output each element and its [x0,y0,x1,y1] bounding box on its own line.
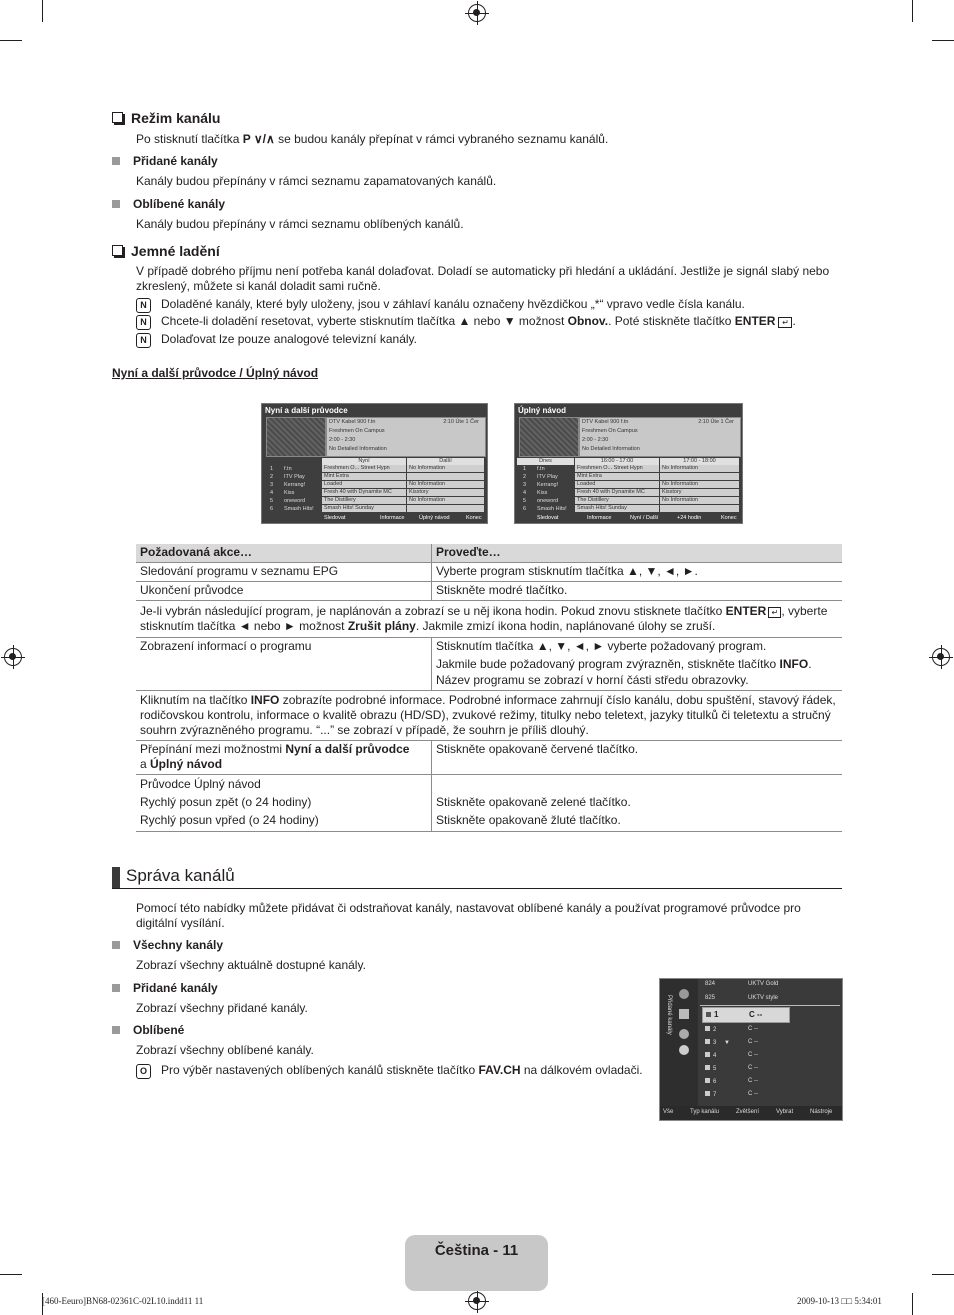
channel-item[interactable]: 2 [705,1026,716,1033]
tv-icon [705,1078,710,1083]
program-next[interactable]: Kisstory [407,489,484,496]
paragraph: V případě dobrého příjmu není potřeba kanál dolaďovat. Doladí se automaticky při hledání a ukládání. Jestliže je signál slabý nebo [136,264,830,278]
square-bullet-icon [112,984,120,992]
clock-icon [679,1045,689,1055]
bullet-text: Kanály budou přepínány v rámci seznamu zapamatovaných kanálů. [136,174,497,188]
note-icon: O [136,1064,151,1079]
crop-mark [912,1293,913,1315]
channel-name: C -- [748,1052,758,1058]
table-row: Průvodce Úplný návod Rychlý posun zpět (o 24 hodiny) Rychlý posun vpřed (o 24 hodiny) Stiskněte opakovaně zelené tlačítko. Stiskněte opakovaně žluté tlačítko. [136,775,842,832]
preview-image [266,417,326,457]
crop-mark [912,0,913,22]
registration-mark-icon [468,4,486,22]
bullet-pridane-kanaly: Přidané kanály [112,154,218,168]
program-slot-b[interactable]: No Information [660,481,739,488]
note: N Dolaďovat lze pouze analogové televizní kanály. [136,332,417,348]
action-table [136,544,842,832]
channel-list-footer [660,1106,842,1120]
paragraph: digitální vysílání. [136,916,225,930]
channel-name: Kerrang! [537,482,559,488]
footer-now-next[interactable]: Nyní / Další [630,515,659,521]
channel-item[interactable]: 5 [705,1065,716,1072]
channel-name: C -- [748,1026,758,1032]
footer-zoom[interactable]: Zvětšení [736,1109,760,1115]
table-row: Ukončení průvodce Stiskněte modré tlačítko. [136,582,842,601]
table-row: Kliknutím na tlačítko INFO zobrazíte podrobné informace. Podrobné informace zahrnují číslo kanálu, dobu spuštění, stavový řádek, rodičovskou kontrolu, informace o kvalitě obrazu (HD/SD), zvukové režimy, titulky nebo teletext, jazyky titulků či teletextu a stručný souhrn zvýrazněného programu. “...” se zobrazí v případě, že souhrn je příliš dlouhý. [136,691,842,741]
square-bullet-icon [112,1026,120,1034]
channel-list-osd [659,978,843,1121]
channel-number: 2 [270,474,274,480]
channel-number: 825 [705,995,716,1001]
divider [700,1005,840,1006]
channel-number: 1 [270,466,274,472]
checkbox-bullet-icon [112,245,123,256]
footer-select[interactable]: Vybrat [776,1109,794,1115]
channel-number: 824 [705,981,716,987]
tv-icon [705,1026,710,1031]
icon-column [660,979,698,1106]
osd-title: Úplný návod [518,406,567,415]
program-now[interactable]: Loaded [322,481,406,488]
square-bullet-icon [112,200,120,208]
bullet-text: Zobrazí všechny přidané kanály. [136,1001,308,1015]
registration-mark-icon [932,648,950,666]
col-now: Nyní [322,458,406,465]
footer-all[interactable]: Vše [663,1109,674,1115]
program-next[interactable]: No Information [407,465,484,472]
program-next[interactable] [407,473,484,480]
section-divider [112,888,842,889]
tv-icon [706,1012,711,1017]
program-now[interactable]: Freshmen O... Street Hypn [322,465,406,472]
osd-now-next [261,403,488,524]
tv-icon [705,1052,710,1057]
col-time-a: 16:00 - 17:00 [575,458,659,465]
note-icon: N [136,333,151,348]
col-day: Dnes [517,458,574,465]
channel-name: ITV Play [284,474,305,480]
program-slot-a[interactable]: Loaded [575,481,659,488]
enter-icon: ↵ [768,607,781,618]
channel-name: ITV Play [537,474,558,480]
print-slug-left: [460-Eeuro]BN68-02361C-02L10.indd11 11 [42,1296,204,1306]
section-title-sprava-kanalu: Správa kanálů [126,866,235,885]
channel-item[interactable]: 4 [705,1052,716,1059]
table-header-action: Požadovaná akce… [136,544,432,563]
channel-name: C -- [748,1065,758,1071]
paragraph: zkreslený, můžete si kanál doladit sami ručně. [136,279,381,293]
antenna-icon [679,989,689,999]
col-time-b: 17:00 - 18:00 [660,458,739,465]
crop-mark [0,1274,22,1275]
print-slug-right: 2009-10-13 □□ 5:34:01 [797,1296,882,1306]
footer-watch[interactable]: Sledovat [537,515,559,521]
table-header-do: Proveďte… [432,544,843,563]
footer-channel-type[interactable]: Typ kanálu [690,1109,720,1115]
program-slot-b[interactable]: No Information [660,465,739,472]
channel-number: 1 [523,466,527,472]
registration-mark-icon [4,648,22,666]
osd-title: Nyní a další průvodce [265,406,348,415]
channel-number: 3 [270,482,274,488]
channel-item[interactable]: 3 ▼ [705,1039,730,1046]
bullet-text: Zobrazí všechny oblíbené kanály. [136,1043,314,1057]
bullet-vsechny-kanaly: Všechny kanály [112,938,223,952]
checkbox-bullet-icon [112,112,123,123]
crop-mark [932,40,954,41]
channel-name: Kiss [537,490,548,496]
section-heading-rezim-kanalu: Režim kanálu [112,110,220,126]
channel-name: oneword [284,498,306,504]
program-next[interactable]: No Information [407,481,484,488]
list-mode-label: Přidané kanály [666,995,672,1035]
channel-number: 4 [270,490,274,496]
channel-number: 2 [523,474,527,480]
channel-name: Smash Hits! [537,506,567,512]
registration-mark-icon [468,1292,486,1310]
channel-name: C -- [748,1039,758,1045]
program-next[interactable]: No Information [407,497,484,504]
program-info: DTV Kabel 900 f.tn Freshmen On Campus 2:00 - 2:30 No Detailed Information 2:10 Úte 1 Čer [326,417,486,457]
guide-heading: Nyní a další průvodce / Úplný návod [112,366,319,380]
channel-number: 6 [523,506,527,512]
channel-name: UKTV style [748,995,779,1001]
table-row: Přepínání mezi možnostmi Nyní a další průvodce a Úplný návod Stiskněte opakovaně červené tlačítko. [136,741,842,775]
col-next: Další [407,458,484,465]
channel-name: Kerrang! [284,482,306,488]
bullet-text: Zobrazí všechny aktuálně dostupné kanály. [136,958,366,972]
footer-exit[interactable]: Konec [466,515,482,521]
footer-plus24[interactable]: +24 hodin [677,515,702,521]
section-heading-jemne-ladeni: Jemné ladění [112,243,220,259]
program-slot-a[interactable]: Smash Hits! Sunday [575,505,659,512]
program-info: DTV Kabel 900 f.tn Freshmen On Campus 2:00 - 2:30 No Detailed Information 2:10 Úte 1 Čer [579,417,741,457]
crop-mark [932,1274,954,1275]
table-row: Zobrazení informací o programu Stisknutím tlačítka ▲, ▼, ◄, ► vyberte požadovaný program. Jakmile bude požadovaný program zvýrazněn, stiskněte tlačítko INFO. Název programu se zobrazí v horní části středu obrazovky. [136,638,842,691]
crop-mark [0,40,22,41]
page-number-tab: Čeština - 11 [405,1235,548,1291]
channel-item[interactable]: 6 [705,1078,716,1085]
square-bullet-icon [112,157,120,165]
table-row: Sledování programu v seznamu EPG Vyberte program stisknutím tlačítka ▲, ▼, ◄, ►. [136,563,842,582]
note-icon: N [136,315,151,330]
program-slot-b[interactable]: No Information [660,497,739,504]
channel-number: 4 [523,490,527,496]
paragraph: Pomocí této nabídky můžete přidávat či odstraňovat kanály, nastavovat oblíbené kanály a používat programové průvodce pro [136,901,801,915]
osd-full-guide [514,403,743,524]
program-now[interactable]: Fresh 40 with Dynamite MC [322,489,406,496]
arrow-down-icon: ▼ [724,1040,730,1046]
channel-name: oneword [537,498,559,504]
note: N Doladěné kanály, které byly uloženy, jsou v záhlaví kanálu označeny hvězdičkou „*“ vpravo vedle čísla kanálu. [136,297,745,313]
preview-image [519,417,579,457]
program-slot-b[interactable]: Kisstory [660,489,739,496]
program-now[interactable]: The Distillery [322,497,406,504]
program-next[interactable] [407,505,484,512]
program-slot-b[interactable] [660,505,739,512]
note-icon: N [136,298,151,313]
tv-icon [705,1039,710,1044]
channel-name: Kiss [284,490,295,496]
program-slot-a[interactable]: Freshmen O... Street Hypn [575,465,659,472]
bullet-text: Kanály budou přepínány v rámci seznamu oblíbených kanálů. [136,217,464,231]
channel-number: 6 [270,506,274,512]
heart-icon [679,1029,689,1039]
channel-number: 5 [523,498,527,504]
footer-exit[interactable]: Konec [721,515,737,521]
rezim-intro: Po stisknutí tlačítka P ∨/∧ se budou kanály přepínat v rámci vybraného seznamu kanálů. [136,132,609,146]
channel-number: 5 [270,498,274,504]
enter-icon: ↵ [778,317,792,328]
footer-watch[interactable]: Sledovat [324,515,346,521]
channel-number: 3 [523,482,527,488]
tv-icon [705,1091,710,1096]
square-bullet-icon [112,941,120,949]
channel-name: C -- [748,1091,758,1097]
channel-name: C -- [748,1078,758,1084]
program-slot-a[interactable]: Mint Extra [575,473,659,480]
note: N Chcete-li doladění resetovat, vyberte stisknutím tlačítka ▲ nebo ▼ možnost Obnov.. Poté stiskněte tlačítko ENTER ↵ . [136,314,796,330]
program-now[interactable]: Smash Hits! Sunday [322,505,406,512]
bullet-oblibene: Oblíbené [112,1023,184,1037]
tv-icon [705,1065,710,1070]
crop-mark [42,0,43,22]
bullet-oblibene-kanaly: Oblíbené kanály [112,197,225,211]
section-marker [112,867,120,888]
program-now[interactable]: Mint Extra [322,473,406,480]
note: O Pro výběr nastavených oblíbených kanálů stiskněte tlačítko FAV.CH na dálkovém ovladači. [136,1063,643,1079]
channel-item[interactable]: 7 [705,1091,716,1098]
footer-info[interactable]: Informace [587,515,612,521]
footer-full-guide[interactable]: Úplný návod [419,515,450,521]
bullet-pridane-kanaly: Přidané kanály [112,981,218,995]
add-icon [679,1009,689,1019]
program-slot-b[interactable] [660,473,739,480]
selected-channel[interactable]: 1 C -- [702,1007,790,1023]
channel-name: Smash Hits! [284,506,314,512]
table-row: Je-li vybrán následující program, je naplánován a zobrazí se u něj ikona hodin. Pokud znovu stisknete tlačítko ENTER ↵ , vyberte stisknutím tlačítka ◄ nebo ► možnost Zrušit plány. Jakmile zmizí ikona hodin, naplánované úlohy se zruší. [136,601,842,638]
program-slot-a[interactable]: Fresh 40 with Dynamite MC [575,489,659,496]
footer-tools[interactable]: Nástroje [810,1109,833,1115]
channel-name: f.tn [537,466,545,472]
channel-name: UKTV Gold [748,981,779,987]
channel-name: f.tn [284,466,292,472]
program-slot-a[interactable]: The Distillery [575,497,659,504]
footer-info[interactable]: Informace [380,515,405,521]
